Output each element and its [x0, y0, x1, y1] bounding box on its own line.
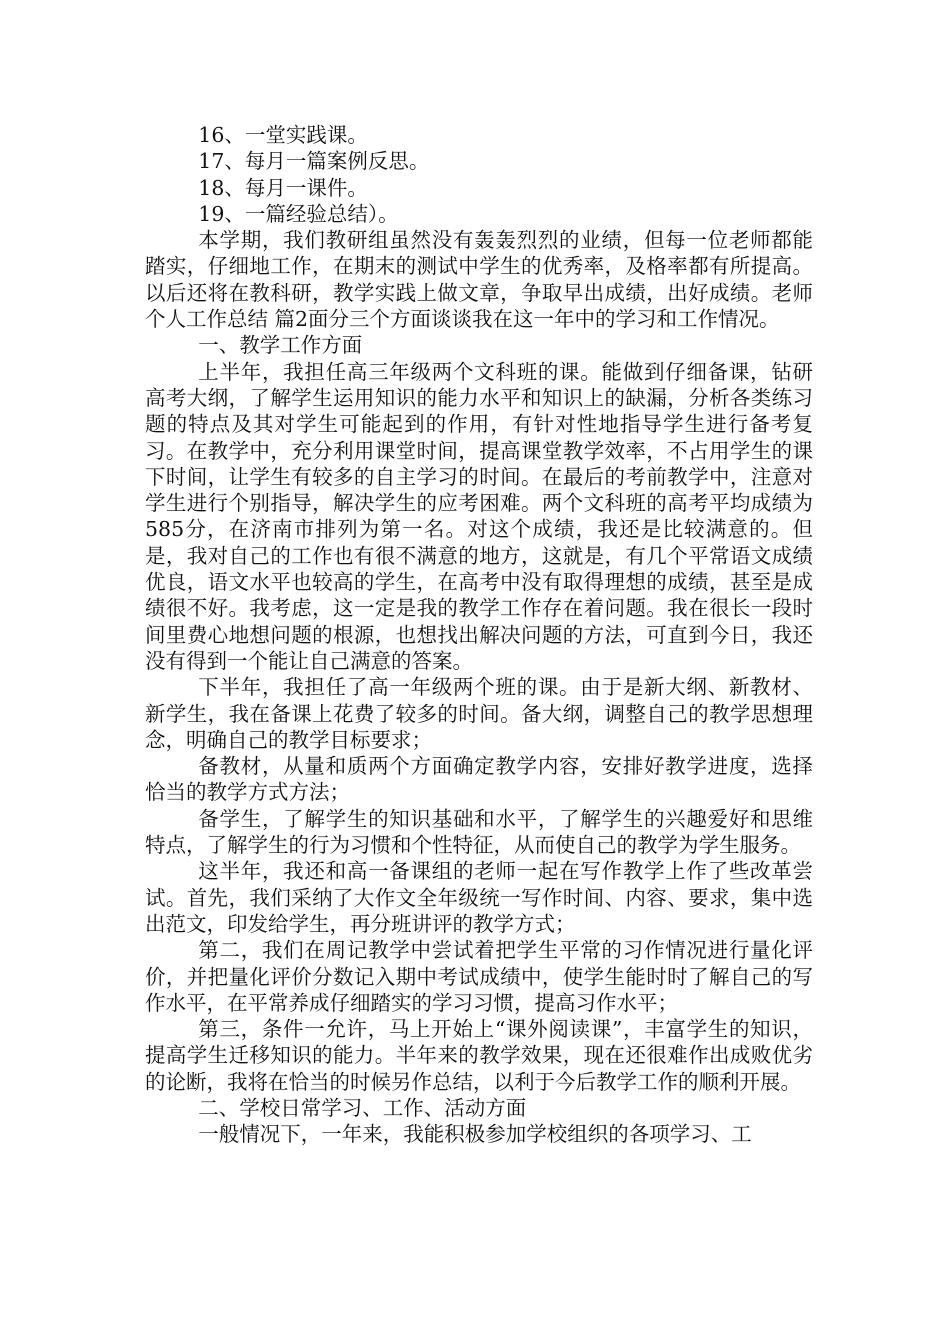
paragraph-general-situation: 一般情况下，一年来，我能积极参加学校组织的各项学习、工: [198, 1122, 752, 1147]
document-page: [145, 122, 813, 1148]
paragraph-second-half-year: 下半年，我担任了高一年级两个班的课。由于是新大纲、新教材、新学生，我在备课上花费了较多的时间。备大纲，调整自己的教学思想理念，明确自己的教学目标要求；: [145, 675, 813, 752]
paragraph-first-half-year: 上半年，我担任高三年级两个文科班的课。能做到仔细备课，钻研高考大纲，了解学生运用知识的能力水平和知识上的缺漏，分析各类练习题的特点及其对学生可能起到的作用，有针对性地指导学生进行备考复习。在教学中，充分利用课堂时间，提高课堂教学效率，不占用学生的课下时间，让学生有较多的自主学习的时间。在最后的考前教学中，注意对学生进行个别指导，解决学生的应考困难。两个文科班的高考平均成绩为585分，在济南市排列为第一名。对这个成绩，我还是比较满意的。但是，我对自己的工作也有很不满意的地方，这就是，有几个平常语文成绩优良，语文水平也较高的学生，在高考中没有取得理想的成绩，甚至是成绩很不好。我考虑，这一定是我的教学工作存在着问题。我在很长一段时间里费心地想问题的根源，也想找出解决问题的方法，可直到今日，我还没有得到一个能让自己满意的答案。: [145, 359, 813, 673]
paragraph-weekly-journal: 第二，我们在周记教学中尝试着把学生平常的习作情况进行量化评价，并把量化评价分数记入期中考试成绩中，使学生能时时了解自己的写作水平，在平常养成仔细踏实的学习习惯，提高习作水平；: [145, 938, 813, 1015]
list-item: 18、每月一课件。: [198, 175, 368, 200]
list-item: 16、一堂实践课。: [198, 123, 368, 147]
paragraph-prepare-materials: 备教材，从量和质两个方面确定教学内容，安排好教学进度，选择恰当的教学方式方法；: [145, 754, 813, 805]
list-item: 19、一篇经验总结）。: [198, 201, 399, 226]
section-heading-teaching: 一、教学工作方面: [198, 333, 363, 358]
section-heading-school-activities: 二、学校日常学习、工作、活动方面: [198, 1095, 527, 1120]
list-item: 17、每月一篇案例反思。: [198, 149, 430, 174]
paragraph-reading-class: 第三，条件一允许，马上开始上“课外阅读课”，丰富学生的知识，提高学生迁移知识的能力。半年来的教学效果，现在还很难作出成败优劣的论断，我将在恰当的时候另作总结，以利于今后教学工作的顺利开展。: [145, 1017, 813, 1094]
paragraph-prepare-students: 备学生，了解学生的知识基础和水平，了解学生的兴趣爱好和思维特点，了解学生的行为习惯和个性特征，从而使自己的教学为学生服务。: [145, 806, 813, 858]
paragraph-semester-summary: 本学期，我们教研组虽然没有轰轰烈烈的业绩，但每一位老师都能踏实，仔细地工作，在期末的测试中学生的优秀率，及格率都有所提高。以后还将在教科研，教学实践上做文章，争取早出成绩，出好成绩。老师个人工作总结 篇2面分三个方面谈谈我在这一年中的学习和工作情况。: [145, 228, 813, 332]
paragraph-writing-reform: 这半年，我还和高一备课组的老师一起在写作教学上作了些改革尝试。首先，我们采纳了大作文全年级统一写作时间、内容、要求，集中选出范文，印发给学生，再分班讲评的教学方式；: [145, 859, 813, 936]
